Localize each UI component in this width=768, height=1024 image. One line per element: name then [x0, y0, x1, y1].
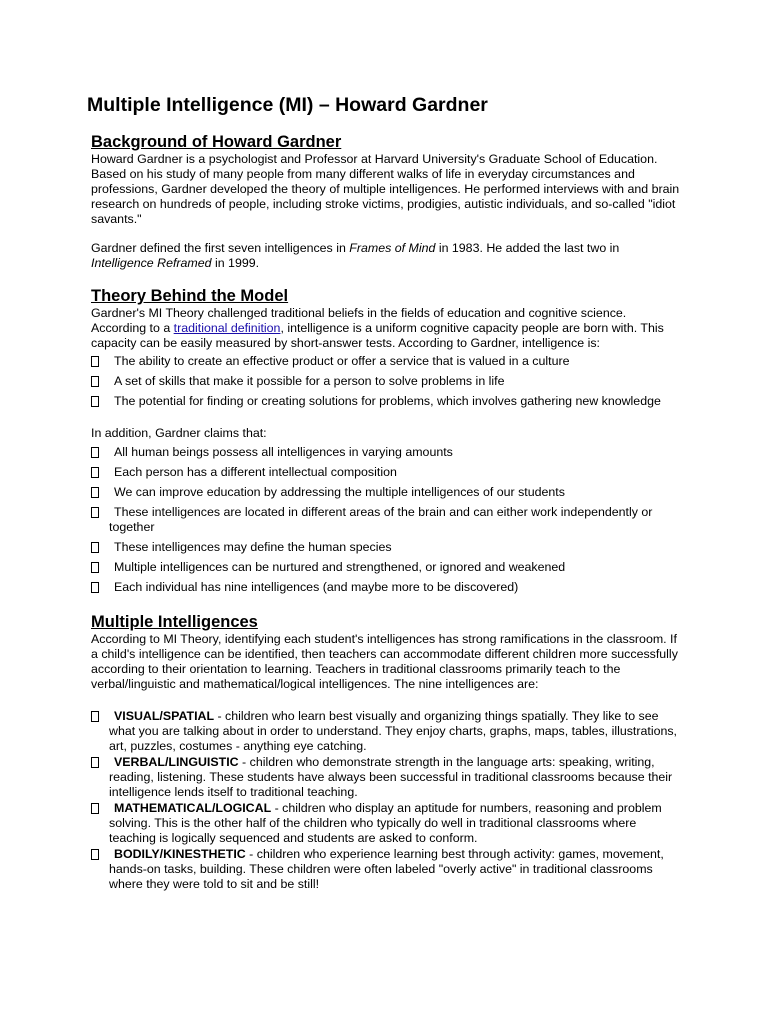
intelligence-desc: - children who demonstrate strength in the language arts: speaking, writing, reading, listening. These students have always been successful in traditional classrooms because their intelligence lends itself to traditional teaching. — [109, 755, 673, 799]
intelligences-list — [91, 709, 681, 892]
list-item — [91, 709, 681, 754]
para2-text-c: in 1999. — [211, 256, 260, 270]
bullet-box-icon — [91, 582, 99, 593]
bullet-box-icon — [91, 849, 99, 860]
bullet-box-icon — [91, 396, 99, 407]
background-paragraph-2 — [91, 241, 681, 271]
bullet-box-icon — [91, 447, 99, 458]
theory-intro-text-a: Gardner's MI Theory challenged traditional beliefs in the fields of education and cognitive science. According to a — [91, 306, 627, 335]
list-item: All human beings possess all intelligences in varying amounts — [91, 445, 681, 460]
intelligence-term: VISUAL/SPATIAL — [114, 709, 215, 723]
list-item: We can improve education by addressing the multiple intelligences of our students — [91, 485, 681, 500]
intelligence-term: MATHEMATICAL/LOGICAL — [114, 801, 272, 815]
list-item: These intelligences may define the human species — [91, 540, 681, 555]
intelligence-desc: - children who experience learning best through activity: games, movement, hands-on tasks, building. These children were often labeled "overly active" in traditional classrooms where they were told to sit and be still! — [109, 847, 664, 891]
list-item: Each individual has nine intelligences (and maybe more to be discovered) — [91, 580, 681, 595]
page-title: Multiple Intelligence (MI) – Howard Gardner — [87, 94, 488, 116]
heading-multiple-intelligences: Multiple Intelligences — [91, 613, 258, 631]
bullet-box-icon — [91, 356, 99, 367]
bullet-box-icon — [91, 711, 99, 722]
multiple-intro: According to MI Theory, identifying each student's intelligences has strong ramifications in the classroom. If a child's intelligence can be identified, then teachers can accommodate different children more successfully according to their orientation to learning. Teachers in traditional classrooms primarily teach to the verbal/linguistic and mathematical/logical intelligences. The nine intelligences are: — [91, 632, 678, 691]
list-item: The ability to create an effective product or offer a service that is valued in a culture — [91, 354, 681, 369]
list-item — [91, 847, 681, 892]
para2-text-a: Gardner defined the first seven intelligences in — [91, 241, 350, 255]
theory-intro — [91, 306, 681, 351]
list-item — [91, 755, 681, 800]
traditional-definition-link[interactable]: traditional definition — [173, 321, 281, 335]
intelligence-desc: - children who display an aptitude for numbers, reasoning and problem solving. This is the other half of the children who typically do well in traditional classrooms where teaching is logically sequenced and students are asked to conform. — [109, 801, 662, 845]
list-item: Multiple intelligences can be nurtured and strengthened, or ignored and weakened — [91, 560, 681, 575]
list-item: The potential for finding or creating solutions for problems, which involves gathering new knowledge — [91, 394, 681, 409]
theory-intro-text-b: , intelligence is a uniform cognitive capacity people are born with. This capacity can be easily measured by short-answer tests. According to Gardner, intelligence is: — [91, 321, 664, 350]
book-intelligence-reframed: Intelligence Reframed — [91, 256, 212, 270]
intelligence-desc: - children who learn best visually and organizing things spatially. They like to see what you are talking about in order to understand. They enjoy charts, graphs, maps, tables, illustrations, art, puzzles, costumes - anything eye catching. — [109, 709, 677, 753]
heading-theory: Theory Behind the Model — [91, 287, 289, 305]
intelligence-term: VERBAL/LINGUISTIC — [114, 755, 239, 769]
intelligence-term: BODILY/KINESTHETIC — [114, 847, 246, 861]
background-paragraph-1: Howard Gardner is a psychologist and Professor at Harvard University's Graduate School of Education. Based on his study of many people from many different walks of life in everyday circumstances and professions, Gardner developed the theory of multiple intelligences. He performed interviews with and brain research on hundreds of people, including stroke victims, prodigies, autistic individuals, and so-called "idiot savants." — [91, 152, 680, 226]
bullet-box-icon — [91, 757, 99, 768]
claims-intro: In addition, Gardner claims that: — [91, 426, 267, 440]
list-item: Each person has a different intellectual composition — [91, 465, 681, 480]
list-item: These intelligences are located in different areas of the brain and can either work independently or together — [91, 505, 681, 535]
list-item: A set of skills that make it possible for a person to solve problems in life — [91, 374, 681, 389]
gardner-claims-list — [91, 445, 681, 595]
para2-text-b: in 1983. He added the last two in — [435, 241, 620, 255]
book-frames-of-mind: Frames of Mind — [349, 241, 436, 255]
intelligence-definition-list — [91, 354, 681, 409]
list-item — [91, 801, 681, 846]
bullet-box-icon — [91, 376, 99, 387]
bullet-box-icon — [91, 562, 99, 573]
heading-background: Background of Howard Gardner — [91, 133, 342, 151]
bullet-box-icon — [91, 487, 99, 498]
bullet-box-icon — [91, 507, 99, 518]
bullet-box-icon — [91, 467, 99, 478]
bullet-box-icon — [91, 542, 99, 553]
bullet-box-icon — [91, 803, 99, 814]
